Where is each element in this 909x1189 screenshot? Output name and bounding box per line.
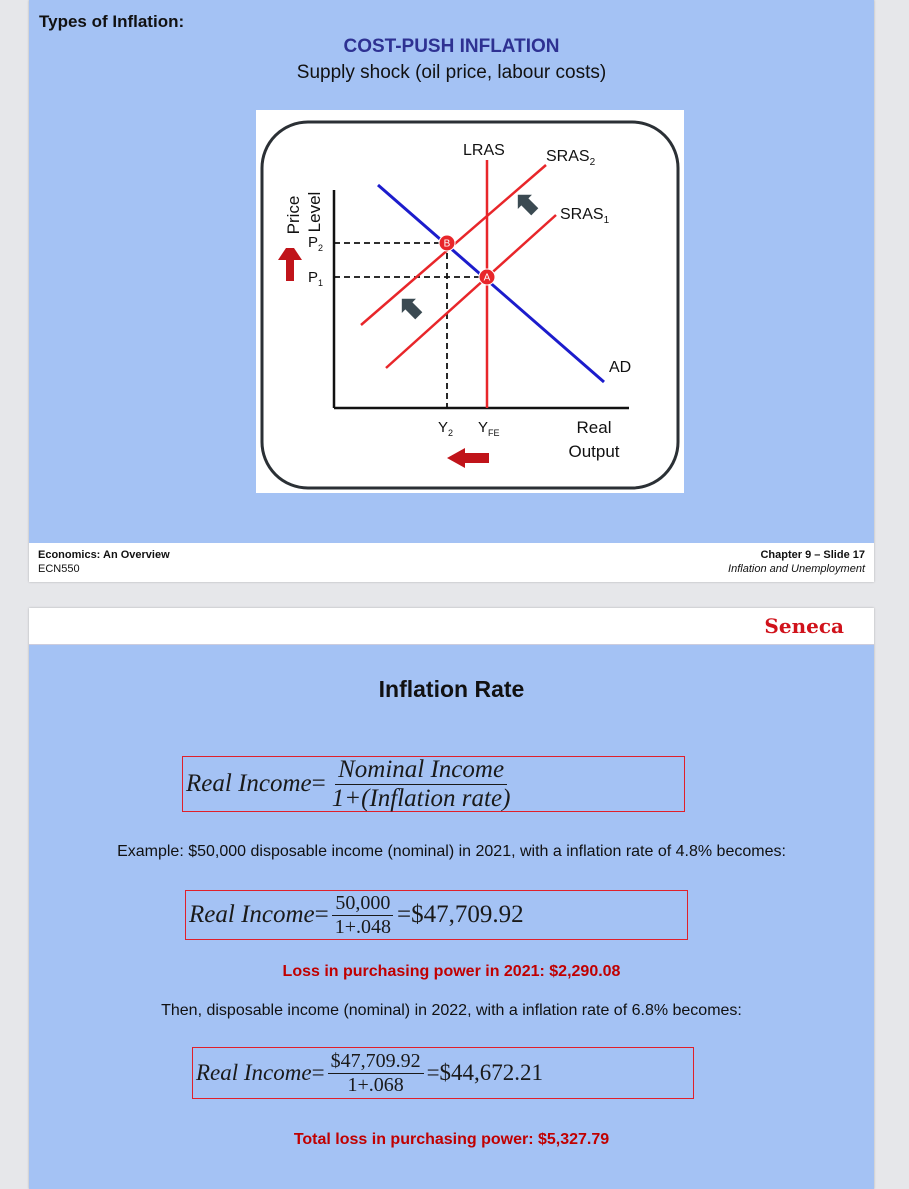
slide-header-bar xyxy=(29,608,874,645)
formula-numerator: $47,709.92 xyxy=(328,1050,424,1074)
chapter-title: Inflation and Unemployment xyxy=(728,563,865,575)
formula-fraction xyxy=(329,756,514,813)
y-axis-label-level: Level xyxy=(305,191,324,233)
y2-label: $Y_2$ xyxy=(438,419,454,438)
y-axis-label-price: Price xyxy=(284,195,303,235)
course-code: ECN550 xyxy=(38,563,80,575)
slide-inflation-rate xyxy=(29,608,874,1189)
formula-general xyxy=(182,756,685,812)
formula-fraction xyxy=(332,892,394,939)
formula-2021 xyxy=(185,890,688,940)
formula-equals: = xyxy=(311,770,326,797)
slide-title: COST-PUSH INFLATION xyxy=(343,36,560,57)
formula-denominator: 1+(Inflation rate) xyxy=(331,784,511,812)
point-b-label: B xyxy=(443,238,451,250)
formula-lhs: Real Income xyxy=(186,770,312,797)
slide-title: Inflation Rate xyxy=(378,676,525,702)
formula-numerator: Nominal Income xyxy=(335,756,507,785)
formula-numerator: 50,000 xyxy=(332,892,393,916)
formula-2022 xyxy=(192,1047,694,1099)
p1-label: $P_1$ xyxy=(308,269,324,288)
formula-denominator: 1+.048 xyxy=(334,915,392,938)
formula-lhs: Real Income xyxy=(189,901,315,928)
course-title: Economics: An Overview xyxy=(38,549,170,561)
formula-equals: = xyxy=(314,901,329,928)
example-2021-text: Example: $50,000 disposable income (nominal) in 2021, with a inflation rate of 4.8% becomes: xyxy=(117,843,786,860)
formula-equals: = xyxy=(311,1060,325,1085)
loss-2021-text: Loss in purchasing power in 2021: $2,290.08 xyxy=(282,963,621,980)
formula-denominator: 1+.068 xyxy=(347,1073,404,1096)
ad-label: AD xyxy=(609,359,632,376)
x-axis-label-output: Output xyxy=(568,442,620,461)
slide-cost-push-inflation xyxy=(29,0,874,582)
sras2-label: $SRAS_2$ xyxy=(546,148,596,168)
x-axis-label-real: Real xyxy=(576,418,612,437)
total-loss-text: Total loss in purchasing power: $5,327.79 xyxy=(293,1131,610,1148)
slide-footer xyxy=(29,543,874,582)
diagram-frame xyxy=(262,122,678,488)
sras1-label: $SRAS_1$ xyxy=(560,206,610,226)
seneca-logo: Seneca xyxy=(764,614,844,638)
formula-lhs: Real Income xyxy=(196,1060,312,1085)
slide-subtitle: Supply shock (oil price, labour costs) xyxy=(296,62,607,83)
slide-heading: Types of Inflation: xyxy=(39,12,185,31)
yfe-label: $Y_{FE}$ xyxy=(478,419,500,438)
formula-result: =$44,672.21 xyxy=(426,1060,544,1085)
lras-label: LRAS xyxy=(463,142,505,159)
chapter-slide-number: Chapter 9 – Slide 17 xyxy=(760,549,865,561)
p2-label: $P_2$ xyxy=(308,234,324,253)
formula-result: =$47,709.92 xyxy=(397,901,524,928)
formula-fraction xyxy=(328,1050,424,1097)
point-a-label: A xyxy=(483,272,491,284)
as-ad-diagram xyxy=(256,110,684,493)
example-2022-text: Then, disposable income (nominal) in 2022, with a inflation rate of 6.8% becomes: xyxy=(161,1002,742,1019)
